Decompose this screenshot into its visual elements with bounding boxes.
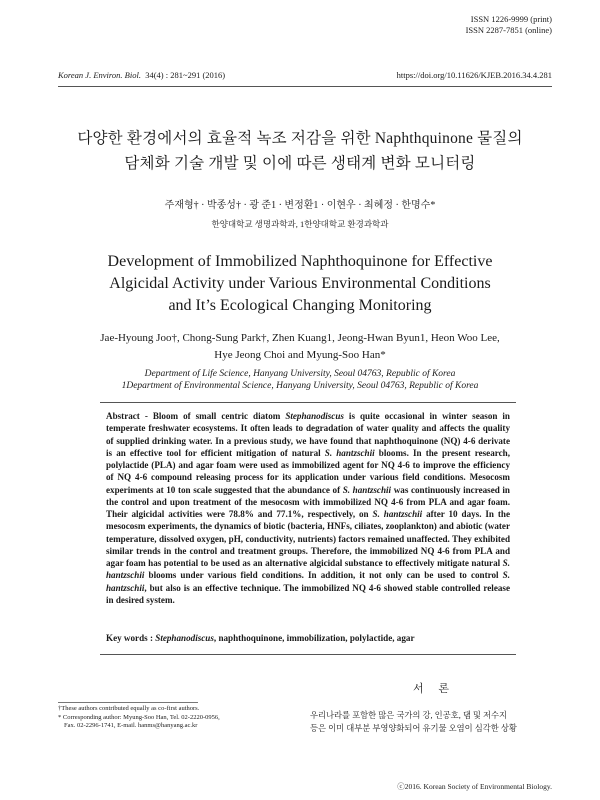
korean-title-line2: 담체화 기술 개발 및 이에 따른 생태계 변화 모니터링 bbox=[124, 155, 476, 172]
issn-online: ISSN 2287-7851 (online) bbox=[465, 25, 552, 35]
keywords bbox=[106, 633, 510, 643]
footnote-corresponding: * Corresponding author: Myung-Soo Han, Tel. 02-2220-0956, bbox=[58, 713, 220, 721]
header-rule bbox=[58, 86, 552, 87]
intro-line2: 등은 이미 대부분 부영양화되어 유기물 오염이 심각한 상황 bbox=[310, 724, 517, 733]
footnote-contact: Fax. 02-2296-1741, E-mail. hanms@hanyang.ac.kr bbox=[64, 722, 198, 730]
english-authors-line1: Jae-Hyoung Joo†, Chong-Sung Park†, Zhen Kuang1, Jeong-Hwan Byun1, Heon Woo Lee, bbox=[100, 332, 500, 344]
english-authors-line2: Hye Jeong Choi and Myung-Soo Han* bbox=[214, 349, 386, 361]
abstract-label: Abstract bbox=[106, 411, 140, 421]
abstract-text: - Bloom of small centric diatom bbox=[139, 411, 286, 421]
issn-print: ISSN 1226-9999 (print) bbox=[470, 14, 552, 24]
keywords-genus: Stephanodiscus bbox=[155, 633, 214, 643]
english-title bbox=[40, 251, 560, 317]
abstract-text: blooms under various field conditions. In addition, it not only can be used to control bbox=[144, 570, 503, 581]
journal-name: Korean J. Environ. Biol. bbox=[58, 70, 141, 80]
footnote-rule bbox=[58, 702, 198, 703]
abstract-text: blooms. In the present research, polylactide (PLA) and agar foam were used as immobilized agent for NQ 4-6 to improve the efficiency of NQ 4-6 compound releasing process for its application under various field conditions. Mesocosm experiments at 10 ton scale suggested that the abundance of bbox=[106, 447, 510, 495]
footnote-cofirst: †These authors contributed equally as co-first authors. bbox=[58, 705, 200, 712]
keywords-label: Key words : bbox=[106, 633, 156, 643]
english-affiliation bbox=[60, 368, 540, 392]
korean-affiliation: 한양대학교 생명과학과, 1한양대학교 환경과학과 bbox=[211, 219, 389, 229]
section-heading-introduction: 서 론 bbox=[412, 683, 455, 695]
english-title-line1: Development of Immobilized Naphthoquinone for Effective bbox=[107, 253, 493, 270]
running-head bbox=[58, 70, 552, 80]
english-affiliation-line2: 1Department of Environmental Science, Hanyang University, Seoul 04763, Republic of Korea bbox=[121, 381, 479, 391]
abstract-top-rule bbox=[100, 402, 516, 403]
korean-authors: 주재형† · 박종성† · 광 준1 · 변정환1 · 이현우 · 최혜정 · 한명수* bbox=[164, 200, 436, 211]
english-authors bbox=[60, 330, 540, 364]
abstract-text: is quite occasional in winter season in temperate freshwater ecosystems. It often leads to degradation of water quality and affects the quality of supplied drinking water. In a previous study, we have found that naphthoquinone (NQ) 4-6 derivate is an effective tool for efficient mitigation of natural bbox=[106, 411, 510, 458]
abstract-text: after 10 days. In the mesocosm experiments, the dynamics of biotic (bacteria, HNFs, ciliates, zooplankton) and abiotic (water temperature, dissolved oxygen, pH, conductivity, nutrients) factors remained unaffected. They exhibited similar trends in the control and treatment groups. Therefore, the immobilized NQ 4-6 from PLA and agar foam has potential to be used as an alternative algicidal substance to effectively mitigate natural bbox=[106, 509, 511, 568]
korean-title bbox=[40, 126, 560, 176]
abstract-text: , but also is an effective technique. The immobilized NQ 4-6 showed stable controlled release in desired system. bbox=[106, 582, 510, 605]
journal-volume: 34(4) : 281~291 (2016) bbox=[145, 70, 226, 80]
abstract-text: was continuously increased in the control and upon treatment of the mesocosm with immobilized NQ 4-6 from PLA and agar foam. Their algicidal activities were 78.8% and 77.1%, respectively, on bbox=[106, 484, 510, 519]
abstract-species: S. hantzschii bbox=[324, 447, 375, 458]
intro-line1: 우리나라를 포함한 많은 국가의 강, 인공호, 댐 및 저수지 bbox=[310, 711, 508, 720]
abstract-bottom-rule bbox=[100, 654, 516, 655]
abstract-species: S. hantzschii bbox=[106, 558, 510, 581]
korean-title-line1: 다양한 환경에서의 효율적 녹조 저감을 위한 Naphthquinone 물질의 bbox=[77, 130, 523, 147]
abstract-genus: Stephanodiscus bbox=[285, 411, 344, 421]
english-affiliation-line1: Department of Life Science, Hanyang University, Seoul 04763, Republic of Korea bbox=[144, 369, 456, 379]
english-title-line3: and It’s Ecological Changing Monitoring bbox=[168, 297, 432, 314]
doi-link[interactable]: https://doi.org/10.11626/KJEB.2016.34.4.281 bbox=[396, 70, 552, 80]
copyright-notice: ⓒ2016. Korean Society of Environmental Biology. bbox=[397, 782, 552, 791]
abstract-species: S. hantzschii bbox=[342, 484, 392, 495]
english-title-line2: Algicidal Activity under Various Environmental Conditions bbox=[109, 275, 491, 292]
abstract-species: S. hantzschii bbox=[372, 509, 423, 519]
introduction-text bbox=[310, 709, 552, 735]
abstract bbox=[106, 410, 510, 606]
abstract-species: S. hantzschii bbox=[106, 570, 510, 593]
footnotes bbox=[58, 705, 288, 731]
running-head-left bbox=[58, 70, 225, 80]
issn-block bbox=[466, 14, 552, 36]
keywords-list: , naphthoquinone, immobilization, polylactide, agar bbox=[213, 633, 415, 643]
